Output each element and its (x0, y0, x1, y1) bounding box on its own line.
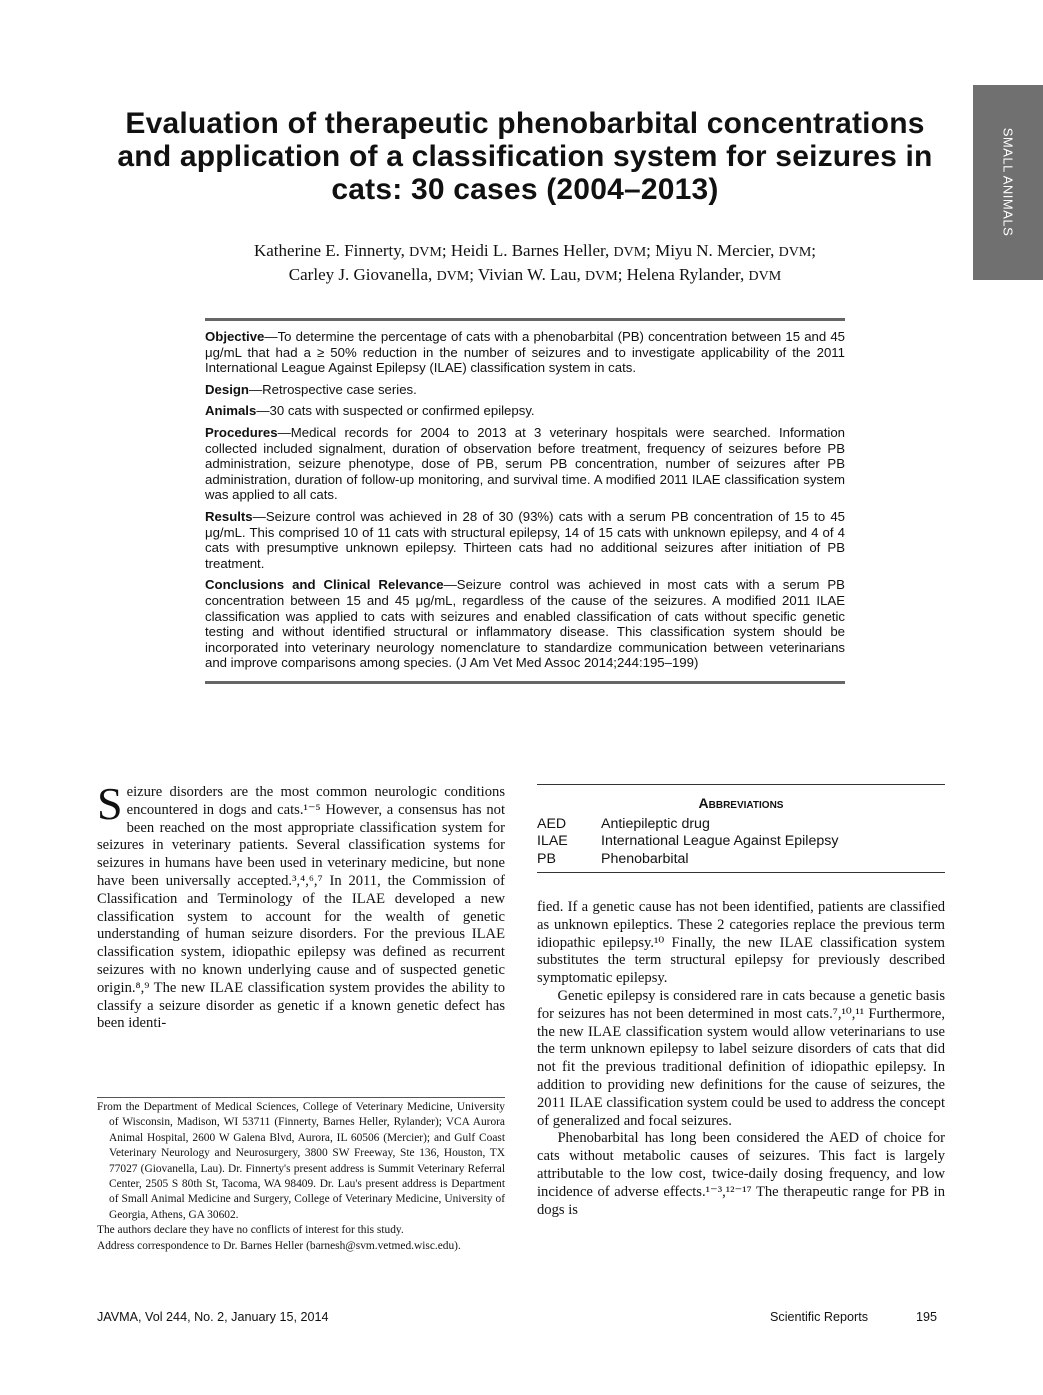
citation: (J Am Vet Med Assoc 2014;244:195–199) (455, 655, 699, 671)
abstract (205, 318, 845, 684)
author-list: Katherine E. Finnerty, DVM; Heidi L. Barnes Heller, DVM; Miyu N. Mercier, DVM; Carley J. Giovanella, DVM; Vivian W. Lau, DVM; Helena Rylander, DVM (253, 241, 817, 284)
abbreviations-box (537, 784, 945, 873)
correspondence-footnote: Address correspondence to Dr. Barnes Heller (barnesh@svm.vetmed.wisc.edu). (97, 1239, 461, 1252)
body-paragraph: fied. If a genetic cause has not been identified, patients are classified as unknown epileptics. These 2 categories replace the previous term idiopathic epilepsy.¹⁰ Finally, the new ILAE classification system substitutes the term structural epilepsy for previously described symptomatic epilepsy. (537, 899, 945, 987)
section-name: Scientific Reports (770, 1310, 868, 1324)
author: Carley J. Giovanella, (288, 265, 437, 284)
abstract-procedures: Procedures—Medical records for 2004 to 2013 at 3 veterinary hospitals were searched. Information collected included signalment, duration of observation before treatment, frequency of seizures before PB administration, seizure phenotype, dose of PB, serum PB concentration, number of seizures after PB administration, duration of follow-up monitoring, and survival time. A modified 2011 ILAE classification system was applied to all cats. (205, 424, 845, 503)
abstract-animals: Animals—30 cats with suspected or confirmed epilepsy. (205, 403, 535, 419)
author: Katherine E. Finnerty, (253, 241, 410, 260)
conflict-footnote: The authors declare they have no conflicts of interest for this study. (97, 1224, 404, 1237)
article-title: Evaluation of therapeutic phenobarbital concentrations and application of a classification system for seizures in cats: 30 cases (2004–2013) (117, 107, 933, 206)
abbreviation-row: ILAE International League Against Epilepsy (537, 833, 839, 850)
body-paragraph: Phenobarbital has long been considered the AED of choice for cats without metabolic causes of seizures. This fact is largely attributable to the low cost, twice-daily dosing frequency, and low incidence of adverse effects.¹⁻³,¹²⁻¹⁷ The therapeutic range for PB in dogs is (537, 1130, 945, 1218)
author: Miyu N. Mercier, (655, 241, 779, 260)
page-number: 195 (916, 1310, 938, 1324)
abstract-conclusions: Conclusions and Clinical Relevance—Seizure control was achieved in most cats with a serum PB concentration between 15 and 45 μg/mL, regardless of the cause of the seizures. A modified 2011 ILAE classification was applied to cats with seizures and enabled classification of cats without specific genetic testing and without identified structural or inflammatory disease. This classification system should be incorporated into veterinary neurology nomenclature to standardize communication between veterinarians and improve comparisons among species. (J Am Vet Med Assoc 2014;244:195–199) (205, 577, 845, 671)
abstract-results: Results—Seizure control was achieved in 28 of 30 (93%) cats with a serum PB concentration of 15 to 45 μg/mL. This comprised 10 of 11 cats with structural epilepsy, 14 of 15 cats with unknown epilepsy, and 4 of 4 cats with presumptive unknown epilepsy. Thirteen cats had no additional seizures after initiation of PB treatment. (205, 508, 845, 571)
author: Vivian W. Lau, (477, 265, 586, 284)
abbreviation-row: AED Antiepileptic drug (537, 816, 710, 832)
body-right-column (537, 899, 945, 1219)
body-paragraph: Genetic epilepsy is considered rare in cats because a genetic basis for seizures has not been determined in most cats.⁷,¹⁰,¹¹ Furthermore, the new ILAE classification system would allow veterinarians to use the term unknown epilepsy to label seizure disorders of cats that did not fit the previous traditional definition of idiopathic epilepsy. In addition to providing new definitions for the cause of seizures, the 2011 ILAE classification system could be used to address the concept of generalized and focal seizures. (537, 987, 945, 1129)
abstract-objective: Objective—To determine the percentage of cats with a phenobarbital (PB) concentration between 15 and 45 μg/mL that had a ≥ 50% reduction in the number of seizures and to investigate applicability of the 2011 International League Against Epilepsy (ILAE) classification system in cats. (205, 329, 845, 376)
section-tab (973, 85, 1043, 280)
author-degree: DVM (748, 269, 782, 284)
abbreviations-heading: Abbreviations (698, 795, 784, 811)
section-tab-label: SMALL ANIMALS (1000, 127, 1016, 237)
author: Helena Rylander, (626, 265, 749, 284)
body-left-column (97, 778, 505, 1033)
author-degree: DVM (409, 245, 442, 260)
intro-paragraph: Seizure disorders are the most common neurologic conditions encountered in dogs and cats.¹⁻⁵ However, a consensus has not been reached on the most appropriate classification system for seizures in veterinary patients. Several classification systems for seizures in humans have been used in veterinary medicine, but none have been universally accepted.³,⁴,⁶,⁷ In 2011, the Commission of Classification and Terminology of the ILAE developed a new classification system to account for the wealth of genetic understanding of human seizure disorders. For the previous ILAE classification system, idiopathic epilepsy was defined as recurrent seizures with no known underlying cause and of suspected genetic origin.⁸,⁹ The new ILAE classification system provides the ability to classify a seizure disorder as genetic if a known genetic defect has been identi- (97, 778, 505, 1032)
journal-citation: JAVMA, Vol 244, No. 2, January 15, 2014 (97, 1310, 329, 1324)
author-degree: DVM (778, 245, 812, 260)
footnote-divider (97, 1097, 505, 1098)
affiliation-footnote: From the Department of Medical Sciences, College of Veterinary Medicine, University of Wisconsin, Madison, WI 53711 (Finnerty, Barnes Heller, Rylander); VCA Aurora Animal Hospital, 2600 W Galena Blvd, Aurora, IL 60506 (Mercier); and Gulf Coast Veterinary Neurology and Neurosurgery, 3800 SW Freeway, Ste 136, Houston, TX 77027 (Giovanella, Lau). Dr. Finnerty's present address is Summit Veterinary Referral Center, 2505 S 80th St, Tacoma, WA 98409. Dr. Lau's present address is Department of Small Animal Medicine and Surgery, College of Veterinary Medicine, University of Georgia, Athens, GA 30602. (97, 1101, 505, 1221)
drop-cap: S (97, 778, 123, 829)
author: Heidi L. Barnes Heller, (450, 241, 614, 260)
abstract-design: Design—Retrospective case series. (205, 381, 417, 397)
author-degree: DVM (613, 245, 647, 260)
abbreviation-row: PB Phenobarbital (537, 850, 689, 867)
author-degree: DVM (585, 269, 618, 284)
footnotes (97, 1100, 505, 1254)
author-degree: DVM (436, 269, 470, 284)
